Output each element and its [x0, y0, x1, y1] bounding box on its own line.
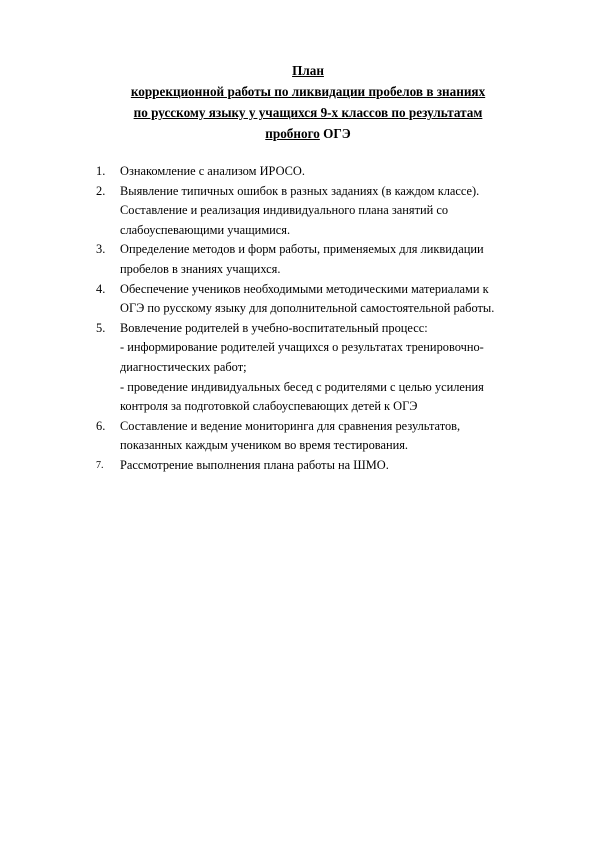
list-item [96, 182, 556, 241]
list-item-number: 6. [96, 418, 106, 433]
list-item-text: Составление и реализация индивидуального плана занятий со [120, 203, 449, 218]
list-item-number: 3. [96, 242, 106, 257]
list-item [96, 240, 556, 279]
list-item-text: Составление и ведение мониторинга для сравнения результатов, [120, 418, 461, 433]
list-item [96, 280, 556, 319]
list-item-text: - проведение индивидуальных бесед с родителями с целью усиления [120, 379, 484, 394]
plan-list [96, 162, 556, 476]
title-line-4-plain: ОГЭ [319, 126, 351, 141]
document-title [90, 60, 526, 144]
title-line-1: План [292, 63, 324, 78]
list-item-text: Рассмотрение выполнения плана работы на ШМО. [120, 457, 389, 472]
list-item-text: Ознакомление с анализом ИРОСО. [120, 164, 305, 178]
list-item-number: 4. [96, 281, 106, 296]
list-item-text: Вовлечение родителей в учебно-воспитательный процесс: [120, 320, 428, 335]
list-item [96, 319, 556, 417]
list-item-text: Выявление типичных ошибок в разных заданиях (в каждом классе). [120, 183, 480, 198]
list-item-number: 2. [96, 183, 106, 198]
title-line-2: коррекционной работы по ликвидации пробелов в знаниях [130, 84, 486, 99]
list-item-text: Определение методов и форм работы, применяемых для ликвидации [120, 242, 484, 257]
list-item [96, 162, 556, 182]
title-line-3: по русскому языку у учащихся 9-х классов по результатам [133, 105, 483, 120]
list-item-text: показанных каждым учеником во время тестирования. [120, 438, 409, 453]
title-line-4-underlined: пробного [265, 126, 320, 141]
list-item-text: - информирование родителей учащихся о результатах тренировочно- [120, 340, 484, 355]
list-item-text: диагностических работ; [120, 359, 247, 374]
list-item-text: слабоуспевающими учащимися. [120, 222, 291, 237]
list-item-number: 1. [96, 164, 106, 178]
list-item [96, 456, 556, 476]
list-item-number: 5. [96, 320, 106, 335]
list-item-text: ОГЭ по русскому языку для дополнительной самостоятельной работы. [120, 301, 495, 316]
list-item-number: 7. [96, 459, 104, 471]
list-item-text: пробелов в знаниях учащихся. [120, 261, 281, 276]
list-item-text: Обеспечение учеников необходимыми методическими материалами к [120, 281, 489, 296]
list-item [96, 417, 556, 456]
title-line-4 [90, 123, 526, 144]
list-item-text: контроля за подготовкой слабоуспевающих детей к ОГЭ [120, 399, 418, 414]
